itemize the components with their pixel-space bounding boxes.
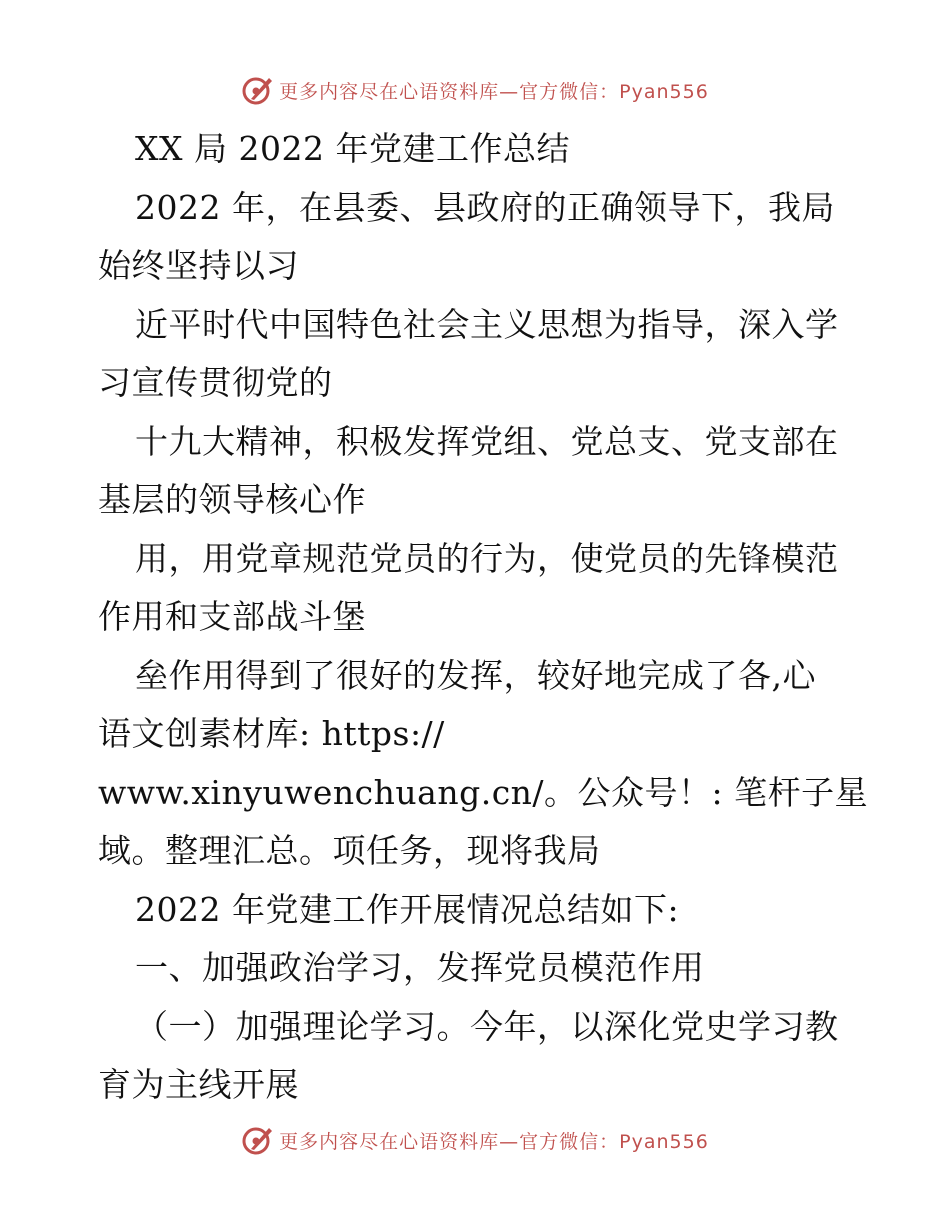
paragraph-line: 2022 年党建工作开展情况总结如下:: [135, 889, 680, 929]
paragraph-line: 垒作用得到了很好的发挥，较好地完成了各,心: [135, 655, 816, 695]
document-title: XX 局 2022 年党建工作总结: [135, 129, 570, 168]
paragraph-line: 域。整理汇总。项任务，现将我局: [98, 831, 601, 870]
paragraph-line: 2022 年，在县委、县政府的正确领导下，我局: [135, 187, 835, 227]
paragraph-line: 十九大精神，积极发挥党组、党总支、党支部在: [135, 421, 839, 461]
watermark-text: 更多内容尽在心语资料库—官方微信：Pyan556: [279, 1130, 709, 1153]
quill-pen-circle-icon: [241, 1123, 275, 1157]
paragraph-line: 习宣传贯彻党的: [98, 363, 333, 402]
paragraph-line: 作用和支部战斗堡: [98, 597, 366, 636]
header-watermark: [0, 70, 950, 110]
document-body: [98, 120, 869, 1115]
paragraph-line: 近平时代中国特色社会主义思想为指导，深入学: [135, 304, 839, 344]
footer-watermark: [0, 1120, 950, 1160]
section-heading: 一、加强政治学习，发挥党员模范作用: [135, 948, 705, 987]
paragraph-line: 用，用党章规范党员的行为，使党员的先锋模范: [135, 538, 839, 578]
paragraph-line: 始终坚持以习: [98, 246, 299, 285]
watermark-text: 更多内容尽在心语资料库—官方微信：Pyan556: [279, 80, 709, 103]
quill-pen-circle-icon: [241, 73, 275, 107]
subsection-heading: （一）加强理论学习。今年，以深化党史学习教: [135, 1006, 839, 1046]
paragraph-line: 基层的领导核心作: [98, 480, 366, 519]
paragraph-line: 育为主线开展: [98, 1065, 299, 1104]
paragraph-line: www.xinyuwenchuang.cn/。公众号！: 笔杆子星: [98, 772, 869, 812]
paragraph-line: 语文创素材库: https://: [98, 714, 445, 753]
